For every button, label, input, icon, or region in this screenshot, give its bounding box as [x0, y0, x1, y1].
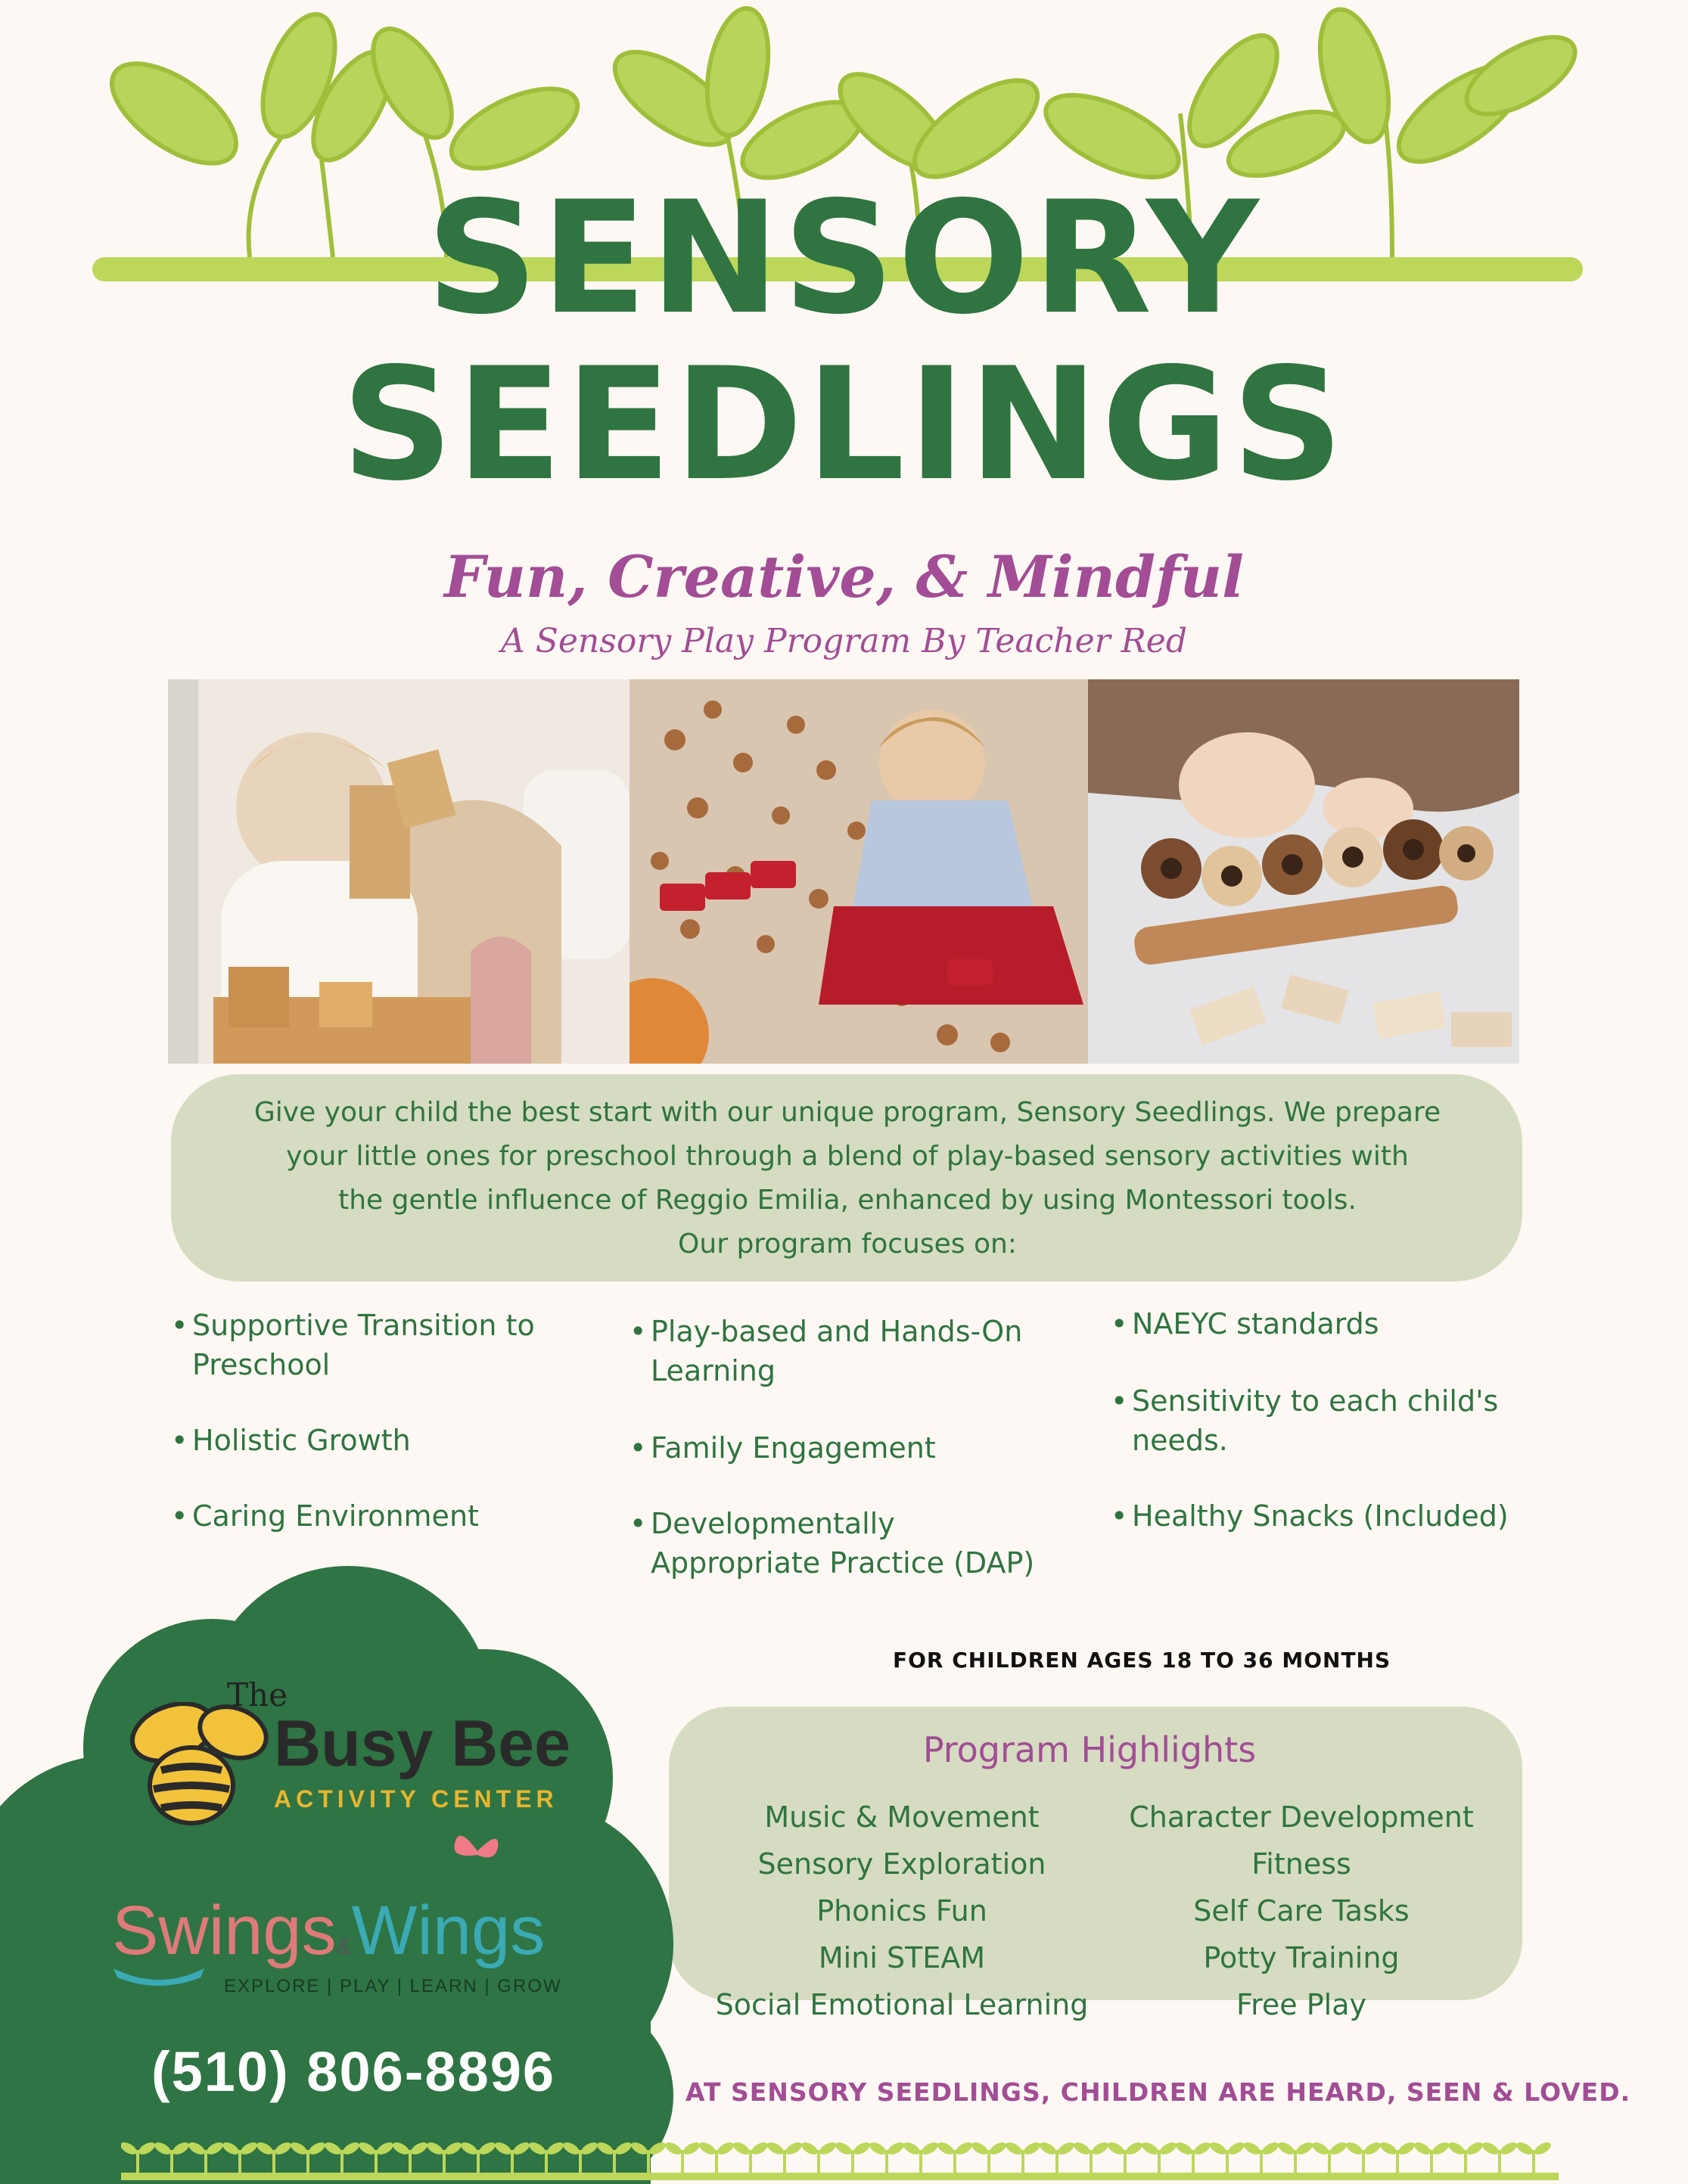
mini-sprout-leaf	[716, 2140, 736, 2157]
busybee-the: The	[227, 1676, 288, 1713]
mini-sprout-stem	[1532, 2150, 1535, 2174]
mini-sprout-leaf	[221, 2140, 241, 2157]
mini-sprout-leaf	[546, 2140, 566, 2157]
mini-sprout-leaf	[1056, 2140, 1077, 2157]
highlight-item: Character Development	[1129, 1800, 1474, 1834]
mini-sprout-leaf	[682, 2140, 702, 2157]
mini-sprout-leaf	[954, 2140, 975, 2157]
mini-sprout-leaf	[1140, 2140, 1161, 2157]
highlight-item: Fitness	[1251, 1847, 1351, 1881]
mini-sprout-leaf	[1397, 2140, 1417, 2157]
mini-sprout-stem	[1090, 2150, 1093, 2174]
mini-sprout-leaf	[988, 2140, 1009, 2157]
photo-child-with-blocks	[168, 679, 630, 1064]
mini-sprout-stem	[1192, 2150, 1195, 2174]
byline: A Sensory Play Program By Teacher Red	[500, 622, 1187, 660]
mini-sprout-leaf	[391, 2140, 412, 2157]
mini-sprout-stem	[749, 2150, 752, 2174]
mini-sprout-stem	[443, 2150, 446, 2174]
mini-sprout-leaf	[477, 2140, 498, 2157]
mini-sprout-stem	[885, 2150, 888, 2174]
mini-sprout-leaf	[121, 2140, 138, 2157]
mini-sprout-leaf	[425, 2140, 446, 2157]
mini-sprout-stem	[375, 2150, 378, 2174]
mini-sprout-leaf	[1295, 2140, 1315, 2157]
age-range: FOR CHILDREN AGES 18 TO 36 MONTHS	[893, 1648, 1391, 1673]
mini-sprout-stem	[1464, 2150, 1467, 2174]
mini-sprout-stem	[204, 2150, 207, 2174]
title-line-2: SEEDLINGS	[341, 335, 1347, 515]
focus-item: • Sensitivity to each child's needs.	[1111, 1384, 1499, 1457]
mini-sprout-stem	[851, 2150, 854, 2174]
phone-number[interactable]: (510) 806-8896	[151, 2040, 556, 2103]
mini-sprout-leaf	[595, 2140, 616, 2157]
mini-sprout-stem	[1396, 2150, 1399, 2174]
mini-sprout-leaf	[818, 2140, 838, 2157]
mini-sprout-stem	[306, 2150, 309, 2174]
intro-line: Give your child the best start with our unique program, Sensory Seedlings. We prepare	[253, 1097, 1441, 1128]
mini-sprout-stem	[1158, 2150, 1161, 2174]
mini-sprout-leaf	[1038, 2140, 1058, 2157]
focus-item: • NAEYC standards	[1111, 1307, 1379, 1341]
mini-sprout-leaf	[1515, 2140, 1535, 2157]
focus-item: • Holistic Growth	[171, 1424, 411, 1457]
busybee-logo-name: Busy Bee	[274, 1707, 570, 1780]
mini-sprout-stem	[545, 2150, 548, 2174]
mini-sprout-leaf	[1276, 2140, 1297, 2157]
mini-sprout-stem	[919, 2150, 922, 2174]
mini-sprout-stem	[1021, 2150, 1024, 2174]
mini-sprout-leaf	[341, 2140, 362, 2157]
mini-sprout-leaf	[527, 2140, 548, 2157]
mini-sprout-leaf	[1310, 2140, 1331, 2157]
mini-sprout-stem	[1328, 2150, 1331, 2174]
mini-sprout-leaf	[1208, 2140, 1229, 2157]
mini-sprout-leaf	[580, 2140, 600, 2157]
highlight-item: Social Emotional Learning	[715, 1988, 1089, 2021]
highlight-item: Phonics Fun	[816, 1894, 987, 1928]
closing-statement: AT SENSORY SEEDLINGS, CHILDREN ARE HEARD, SEEN & LOVED.	[685, 2077, 1631, 2107]
intro-text	[189, 1091, 1506, 1266]
mini-sprout-leaf	[902, 2140, 922, 2157]
mini-sprout-leaf	[1533, 2140, 1553, 2157]
mini-sprout-stem	[783, 2150, 786, 2174]
highlight-item: Music & Movement	[764, 1800, 1040, 1834]
mini-sprout-leaf	[511, 2140, 532, 2157]
photo-child-with-wooden-rings	[1088, 679, 1519, 1064]
mini-sprout-leaf	[614, 2140, 634, 2157]
focus-item: • Family Engagement	[630, 1431, 936, 1465]
highlight-item: Potty Training	[1203, 1941, 1400, 1974]
mini-sprout-stem	[272, 2150, 275, 2174]
mini-sprout-leaf	[1344, 2140, 1365, 2157]
mini-sprout-stem	[1124, 2150, 1127, 2174]
mini-sprout-leaf	[1022, 2140, 1043, 2157]
mini-sprout-leaf	[273, 2140, 294, 2157]
title-line-1: SENSORY	[426, 169, 1262, 349]
mini-sprout-leaf	[443, 2140, 464, 2157]
mini-sprout-leaf	[800, 2140, 820, 2157]
mini-sprout-leaf	[239, 2140, 260, 2157]
mini-sprout-leaf	[1329, 2140, 1349, 2157]
mini-sprout-leaf	[357, 2140, 378, 2157]
mini-sprout-leaf	[289, 2140, 309, 2157]
focus-item: • Supportive Transition to Preschool	[171, 1309, 535, 1381]
mini-sprout-leaf	[698, 2140, 718, 2157]
mini-sprout-stem	[1055, 2150, 1058, 2174]
focus-item: • Caring Environment	[171, 1499, 479, 1533]
mini-sprout-leaf	[1174, 2140, 1195, 2157]
mini-sprout-leaf	[920, 2140, 940, 2157]
mini-sprout-leaf	[153, 2140, 173, 2157]
mini-sprout-leaf	[936, 2140, 956, 2157]
mini-sprout-leaf	[1124, 2140, 1145, 2157]
mini-sprout-leaf	[868, 2140, 888, 2157]
mini-sprout-leaf	[205, 2140, 225, 2157]
mini-sprout-leaf	[137, 2140, 157, 2157]
swings-motto: EXPLORE | PLAY | LEARN | GROW	[224, 1976, 562, 1996]
mini-sprout-stem	[238, 2150, 241, 2174]
mini-sprout-leaf	[970, 2140, 990, 2157]
mini-sprout-leaf	[1004, 2140, 1024, 2157]
swings-wings-logo: Swings&Wings	[112, 1892, 546, 1969]
highlight-item: Free Play	[1236, 1988, 1366, 2021]
mini-sprout-stem	[953, 2150, 956, 2174]
mini-sprout-leaf	[852, 2140, 872, 2157]
mini-sprout-stem	[1362, 2150, 1365, 2174]
mini-sprout-leaf	[1481, 2140, 1501, 2157]
mini-sprout-leaf	[1106, 2140, 1127, 2157]
bottom-sprouts-decoration	[121, 2127, 1559, 2184]
mini-sprout-leaf	[323, 2140, 344, 2157]
mini-sprout-stem	[681, 2150, 684, 2174]
mini-sprout-leaf	[1379, 2140, 1399, 2157]
mini-sprout-leaf	[255, 2140, 275, 2157]
mini-sprout-leaf	[1242, 2140, 1263, 2157]
mini-sprout-stem	[1260, 2150, 1263, 2174]
swing-seat-icon	[106, 1961, 212, 1991]
mini-sprout-stem	[511, 2150, 514, 2174]
busybee-logo-subtitle: ACTIVITY CENTER	[274, 1785, 558, 1813]
tagline: Fun, Creative, & Mindful	[444, 543, 1244, 610]
mini-sprout-stem	[1498, 2150, 1501, 2174]
mini-sprout-stem	[409, 2150, 412, 2174]
mini-sprout-stem	[1226, 2150, 1229, 2174]
mini-sprout-leaf	[1090, 2140, 1111, 2157]
mini-sprout-leaf	[630, 2140, 650, 2157]
mini-sprout-leaf	[187, 2140, 207, 2157]
mini-sprout-stem	[136, 2150, 139, 2174]
highlight-item: Mini STEAM	[818, 1941, 986, 1974]
mini-sprout-stem	[817, 2150, 820, 2174]
mini-sprout-leaf	[1413, 2140, 1433, 2157]
mini-sprout-stem	[1430, 2150, 1433, 2174]
mini-sprout-leaf	[1499, 2140, 1519, 2157]
bee-icon	[120, 1702, 271, 1831]
mini-sprout-leaf	[1226, 2140, 1247, 2157]
mini-sprout-leaf	[834, 2140, 854, 2157]
mini-sprout-stem	[987, 2150, 990, 2174]
mini-sprout-leaf	[664, 2140, 684, 2157]
highlight-item: Sensory Exploration	[757, 1847, 1046, 1881]
focus-item: • Developmentally Appropriate Practice (DAP)	[630, 1507, 1035, 1580]
mini-sprout-leaf	[1465, 2140, 1485, 2157]
highlight-item: Self Care Tasks	[1193, 1894, 1410, 1928]
mini-sprout-leaf	[648, 2140, 668, 2157]
mini-sprout-stem	[579, 2150, 582, 2174]
mini-sprout-leaf	[375, 2140, 396, 2157]
mini-sprout-leaf	[171, 2140, 191, 2157]
mini-sprout-leaf	[409, 2140, 430, 2157]
mini-sprout-leaf	[1072, 2140, 1093, 2157]
mini-sprout-stem	[170, 2150, 173, 2174]
mini-sprout-leaf	[561, 2140, 582, 2157]
mini-sprout-leaf	[766, 2140, 786, 2157]
mini-sprout-stem	[613, 2150, 616, 2174]
focus-item: • Play-based and Hands-On Learning	[630, 1315, 1023, 1387]
photo-child-with-train	[630, 679, 1088, 1064]
mini-sprout-stem	[340, 2150, 344, 2174]
mini-sprout-leaf	[1158, 2140, 1179, 2157]
mini-sprout-leaf	[1192, 2140, 1213, 2157]
mini-sprout-leaf	[1363, 2140, 1383, 2157]
focus-item: • Healthy Snacks (Included)	[1111, 1499, 1509, 1533]
butterfly-icon	[451, 1825, 504, 1878]
mini-sprout-leaf	[459, 2140, 480, 2157]
mini-sprout-stem	[477, 2150, 480, 2174]
mini-sprout-leaf	[886, 2140, 906, 2157]
intro-line: your little ones for preschool through a blend of play-based sensory activities with	[286, 1141, 1409, 1172]
mini-sprout-leaf	[732, 2140, 752, 2157]
mini-sprout-stem	[1294, 2150, 1297, 2174]
mini-sprout-leaf	[750, 2140, 770, 2157]
highlights-title: Program Highlights	[922, 1729, 1257, 1770]
intro-line: Our program focuses on:	[678, 1229, 1017, 1260]
mini-sprout-leaf	[1431, 2140, 1451, 2157]
mini-sprout-leaf	[1447, 2140, 1467, 2157]
mini-sprout-stem	[647, 2150, 650, 2174]
mini-sprout-leaf	[1261, 2140, 1281, 2157]
mini-sprout-leaf	[784, 2140, 804, 2157]
mini-sprout-leaf	[493, 2140, 514, 2157]
intro-line: the gentle influence of Reggio Emilia, enhanced by using Montessori tools.	[338, 1185, 1357, 1216]
mini-sprout-leaf	[307, 2140, 328, 2157]
mini-sprout-stem	[715, 2150, 718, 2174]
